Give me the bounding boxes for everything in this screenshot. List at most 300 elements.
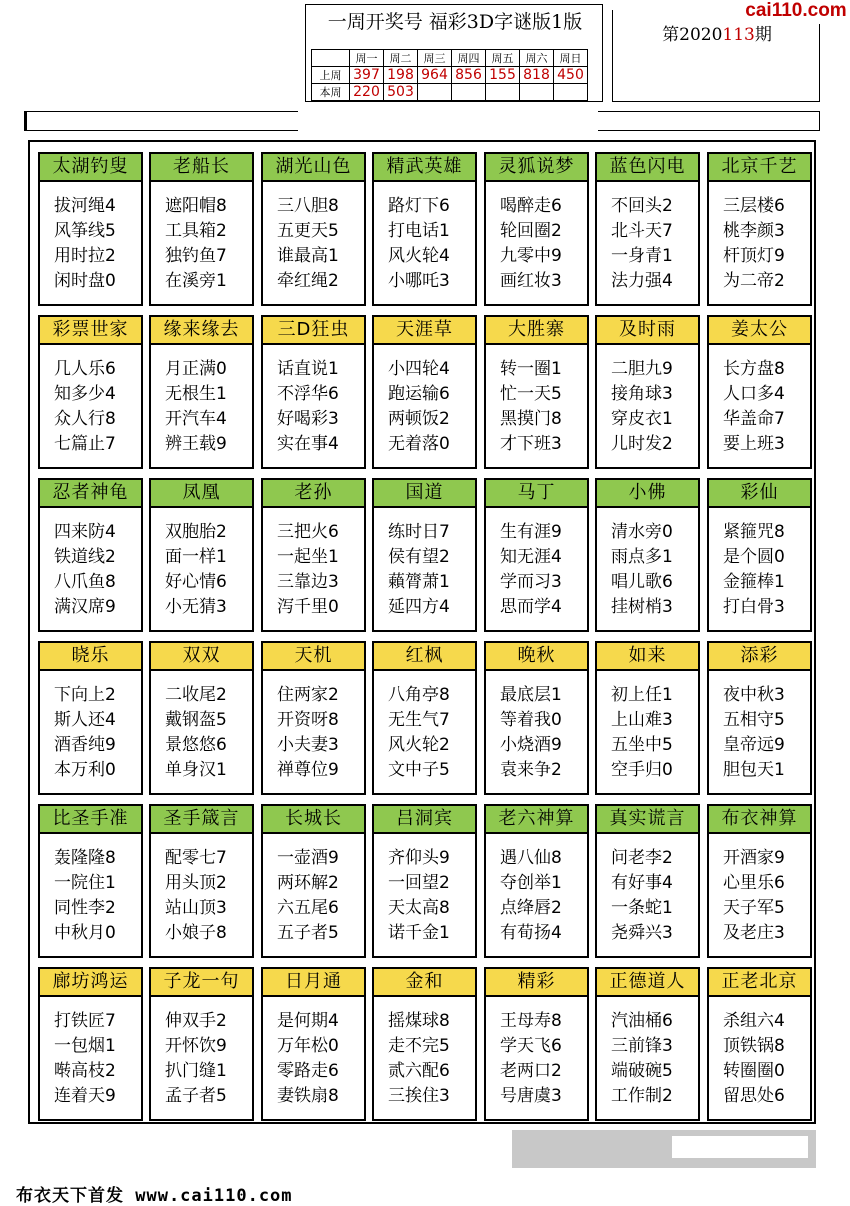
day-label: 周一 <box>350 50 384 67</box>
riddle-line: 小哪吒3 <box>388 271 450 291</box>
author-name: 子龙一句 <box>149 967 254 997</box>
author-name: 老孙 <box>261 478 366 508</box>
riddle-line: 杀组六4 <box>723 1011 785 1031</box>
site-link[interactable]: cai110.com <box>742 0 850 24</box>
riddle-card <box>372 478 477 632</box>
riddle-line: 初上任1 <box>611 685 673 705</box>
riddle-lines <box>388 1009 450 1109</box>
riddle-line: 连着天9 <box>54 1086 116 1106</box>
riddle-lines <box>723 846 785 946</box>
riddle-line: 月正满0 <box>165 359 227 379</box>
riddle-line: 顶铁锅8 <box>723 1036 785 1056</box>
riddle-lines <box>165 683 227 783</box>
riddle-line: 天子军5 <box>723 898 785 918</box>
riddle-line: 是何期4 <box>277 1011 339 1031</box>
riddle-lines <box>388 357 450 457</box>
riddle-line: 用时拉2 <box>54 246 116 266</box>
riddle-line: 接角球3 <box>611 384 673 404</box>
riddle-line: 轮回圈2 <box>500 221 562 241</box>
bottom-banner-blank <box>672 1136 808 1158</box>
issue-number: 113 <box>722 25 755 45</box>
riddle-line: 文中子5 <box>388 760 450 780</box>
riddle-card <box>261 804 366 958</box>
author-name: 湖光山色 <box>261 152 366 182</box>
riddle-line: 泻千里0 <box>277 597 339 617</box>
riddle-lines <box>500 1009 562 1109</box>
riddle-line: 四来防4 <box>54 522 116 542</box>
riddle-line: 法力强4 <box>611 271 673 291</box>
riddle-card <box>372 967 477 1121</box>
weekly-results-table <box>311 49 588 101</box>
riddle-line: 知无涯4 <box>500 547 562 567</box>
riddle-line: 留思处6 <box>723 1086 785 1106</box>
riddle-line: 小无猜3 <box>165 597 227 617</box>
riddle-line: 老两口2 <box>500 1061 562 1081</box>
riddle-line: 话直说1 <box>277 359 339 379</box>
riddle-line: 袁来争2 <box>500 760 562 780</box>
riddle-line: 站山顶3 <box>165 898 227 918</box>
riddle-line: 辨王载9 <box>165 434 227 454</box>
riddle-lines <box>723 1009 785 1109</box>
row-label: 上周 <box>312 67 350 84</box>
riddle-line: 工作制2 <box>611 1086 673 1106</box>
author-name: 长城长 <box>261 804 366 834</box>
author-name: 老船长 <box>149 152 254 182</box>
riddle-line: 配零七7 <box>165 848 227 868</box>
riddle-line: 空手归0 <box>611 760 673 780</box>
riddle-line: 拔河绳4 <box>54 196 116 216</box>
riddle-line: 开酒家9 <box>723 848 785 868</box>
riddle-line: 北斗天7 <box>611 221 673 241</box>
draw-number: 450 <box>554 67 588 84</box>
riddle-line: 工具箱2 <box>165 221 227 241</box>
riddle-line: 不回头2 <box>611 196 673 216</box>
this-week-row <box>312 84 588 101</box>
riddle-line: 一壶酒9 <box>277 848 339 868</box>
riddle-card <box>149 478 254 632</box>
riddle-lines <box>165 194 227 294</box>
riddle-line: 铁道线2 <box>54 547 116 567</box>
author-name: 日月通 <box>261 967 366 997</box>
author-name: 小佛 <box>595 478 700 508</box>
riddle-line: 黑摸门8 <box>500 409 562 429</box>
riddle-line: 零路走6 <box>277 1061 339 1081</box>
riddle-lines <box>277 194 339 294</box>
riddle-line: 杆顶灯9 <box>723 246 785 266</box>
riddle-lines <box>388 194 450 294</box>
riddle-lines <box>54 1009 116 1109</box>
author-name: 天涯草 <box>372 315 477 345</box>
riddle-line: 唱儿歌6 <box>611 572 673 592</box>
riddle-card <box>149 315 254 469</box>
riddle-line: 在溪旁1 <box>165 271 227 291</box>
riddle-card <box>595 152 700 306</box>
author-name: 真实谎言 <box>595 804 700 834</box>
riddle-line: 画红妆3 <box>500 271 562 291</box>
riddle-lines <box>500 520 562 620</box>
riddle-card <box>38 478 143 632</box>
riddle-line: 不浮华6 <box>277 384 339 404</box>
riddle-line: 生有涯9 <box>500 522 562 542</box>
author-name: 太湖钓叟 <box>38 152 143 182</box>
riddle-line: 心里乐6 <box>723 873 785 893</box>
riddle-card <box>595 315 700 469</box>
riddle-line: 二胆九9 <box>611 359 673 379</box>
author-name: 比圣手准 <box>38 804 143 834</box>
riddle-line: 打铁匠7 <box>54 1011 116 1031</box>
riddle-lines <box>388 846 450 946</box>
author-name: 及时雨 <box>595 315 700 345</box>
riddle-line: 一回望2 <box>388 873 450 893</box>
riddle-card <box>595 967 700 1121</box>
riddle-card <box>38 315 143 469</box>
riddle-line: 独钓鱼7 <box>165 246 227 266</box>
riddle-line: 戴钢盔5 <box>165 710 227 730</box>
author-name: 天机 <box>261 641 366 671</box>
riddle-line: 胆包天1 <box>723 760 785 780</box>
riddle-line: 无着落0 <box>388 434 450 454</box>
riddle-line: 三靠边3 <box>277 572 339 592</box>
draw-number: 397 <box>350 67 384 84</box>
author-name: 红枫 <box>372 641 477 671</box>
riddle-line: 七篇止7 <box>54 434 116 454</box>
riddle-line: 有好事4 <box>611 873 673 893</box>
draw-number: 856 <box>452 67 486 84</box>
riddle-line: 一身青1 <box>611 246 673 266</box>
riddle-lines <box>500 846 562 946</box>
riddle-line: 风火轮2 <box>388 735 450 755</box>
riddle-card <box>261 152 366 306</box>
riddle-card <box>484 804 589 958</box>
riddle-line: 人口多4 <box>723 384 785 404</box>
riddle-line: 双胞胎2 <box>165 522 227 542</box>
riddle-lines <box>723 194 785 294</box>
riddle-line: 桃李颜3 <box>723 221 785 241</box>
riddle-card <box>372 152 477 306</box>
riddle-line: 下向上2 <box>54 685 116 705</box>
day-label: 周三 <box>418 50 452 67</box>
riddle-line: 学而习3 <box>500 572 562 592</box>
riddle-line: 三前锋3 <box>611 1036 673 1056</box>
riddle-line: 两环解2 <box>277 873 339 893</box>
riddle-line: 开资呀8 <box>277 710 339 730</box>
riddle-card <box>261 478 366 632</box>
riddle-card <box>38 152 143 306</box>
riddle-line: 上山难3 <box>611 710 673 730</box>
riddle-line: 转圈圈0 <box>723 1061 785 1081</box>
riddle-line: 齐仰头9 <box>388 848 450 868</box>
author-name: 凤凰 <box>149 478 254 508</box>
draw-number <box>554 84 588 101</box>
riddle-line: 汽油桶6 <box>611 1011 673 1031</box>
panel-title: 一周开奖号 福彩3D字谜版1版 <box>327 11 583 33</box>
riddle-line: 有荀扬4 <box>500 923 562 943</box>
day-label: 周日 <box>554 50 588 67</box>
riddle-lines <box>611 357 673 457</box>
riddle-line: 风火轮4 <box>388 246 450 266</box>
riddle-line: 打电话1 <box>388 221 450 241</box>
riddle-line: 儿时发2 <box>611 434 673 454</box>
riddle-line: 九零中9 <box>500 246 562 266</box>
author-name: 正老北京 <box>707 967 812 997</box>
draw-number: 503 <box>384 84 418 101</box>
riddle-lines <box>277 1009 339 1109</box>
day-label: 周二 <box>384 50 418 67</box>
riddle-line: 轰隆隆8 <box>54 848 116 868</box>
riddle-line: 小娘子8 <box>165 923 227 943</box>
riddle-line: 最底层1 <box>500 685 562 705</box>
riddle-line: 三挨住3 <box>388 1086 450 1106</box>
draw-number: 964 <box>418 67 452 84</box>
riddle-line: 打白骨3 <box>723 597 785 617</box>
riddle-line: 五相守5 <box>723 710 785 730</box>
author-name: 晓乐 <box>38 641 143 671</box>
riddle-line: 穿皮衣1 <box>611 409 673 429</box>
author-name: 蓝色闪电 <box>595 152 700 182</box>
riddle-card <box>595 804 700 958</box>
draw-number: 198 <box>384 67 418 84</box>
riddle-line: 三八胆8 <box>277 196 339 216</box>
riddle-line: 扒门缝1 <box>165 1061 227 1081</box>
riddle-line: 牵红绳2 <box>277 271 339 291</box>
riddle-line: 啭高枝2 <box>54 1061 116 1081</box>
riddle-line: 五更天5 <box>277 221 339 241</box>
riddle-line: 三层楼6 <box>723 196 785 216</box>
riddle-line: 八角亭8 <box>388 685 450 705</box>
riddle-line: 遇八仙8 <box>500 848 562 868</box>
author-name: 正德道人 <box>595 967 700 997</box>
riddle-lines <box>388 683 450 783</box>
row-label: 本周 <box>312 84 350 101</box>
day-label: 周四 <box>452 50 486 67</box>
riddle-line: 夜中秋3 <box>723 685 785 705</box>
riddle-lines <box>165 520 227 620</box>
riddle-line: 学天飞6 <box>500 1036 562 1056</box>
riddle-card <box>372 804 477 958</box>
riddle-line: 尧舜兴3 <box>611 923 673 943</box>
riddle-card <box>484 967 589 1121</box>
draw-number: 220 <box>350 84 384 101</box>
day-label: 周五 <box>486 50 520 67</box>
riddle-lines <box>611 520 673 620</box>
author-name: 双双 <box>149 641 254 671</box>
riddle-card <box>149 152 254 306</box>
draw-number <box>486 84 520 101</box>
issue-prefix: 第2020 <box>662 25 723 45</box>
author-name: 晚秋 <box>484 641 589 671</box>
riddle-line: 开怀饮9 <box>165 1036 227 1056</box>
riddle-lines <box>54 520 116 620</box>
riddle-line: 雨点多1 <box>611 547 673 567</box>
riddle-lines <box>165 357 227 457</box>
author-name: 添彩 <box>707 641 812 671</box>
riddle-card <box>261 641 366 795</box>
riddle-lines <box>54 683 116 783</box>
riddle-card <box>707 478 812 632</box>
riddle-line: 端破碗5 <box>611 1061 673 1081</box>
riddle-line: 等着我0 <box>500 710 562 730</box>
riddle-card <box>707 804 812 958</box>
riddle-line: 侯有望2 <box>388 547 450 567</box>
riddle-line: 号唐虞3 <box>500 1086 562 1106</box>
author-name: 彩仙 <box>707 478 812 508</box>
riddle-line: 摇煤球8 <box>388 1011 450 1031</box>
riddle-line: 面一样1 <box>165 547 227 567</box>
riddle-card <box>707 967 812 1121</box>
riddle-line: 长方盘8 <box>723 359 785 379</box>
riddle-lines <box>611 1009 673 1109</box>
riddle-line: 妻铁扇8 <box>277 1086 339 1106</box>
riddle-card <box>372 641 477 795</box>
riddle-line: 知多少4 <box>54 384 116 404</box>
author-name: 忍者神龟 <box>38 478 143 508</box>
riddle-line: 金箍棒1 <box>723 572 785 592</box>
riddle-card <box>484 315 589 469</box>
riddle-line: 无根生1 <box>165 384 227 404</box>
author-name: 灵狐说梦 <box>484 152 589 182</box>
riddle-lines <box>54 194 116 294</box>
riddle-line: 本万利0 <box>54 760 116 780</box>
issue-suffix: 期 <box>754 25 772 45</box>
riddle-lines <box>723 520 785 620</box>
riddle-line: 景悠悠6 <box>165 735 227 755</box>
riddle-card <box>595 478 700 632</box>
riddle-grid <box>28 140 816 1124</box>
riddle-line: 孟子者5 <box>165 1086 227 1106</box>
author-name: 吕洞宾 <box>372 804 477 834</box>
day-label: 周六 <box>520 50 554 67</box>
riddle-line: 好心情6 <box>165 572 227 592</box>
riddle-line: 用头顶2 <box>165 873 227 893</box>
author-name: 大胜寨 <box>484 315 589 345</box>
riddle-lines <box>388 520 450 620</box>
author-name: 姜太公 <box>707 315 812 345</box>
riddle-line: 诺千金1 <box>388 923 450 943</box>
riddle-card <box>261 967 366 1121</box>
riddle-line: 点绛唇2 <box>500 898 562 918</box>
riddle-card <box>149 804 254 958</box>
riddle-line: 斯人还4 <box>54 710 116 730</box>
author-name: 如来 <box>595 641 700 671</box>
riddle-line: 伸双手2 <box>165 1011 227 1031</box>
riddle-line: 中秋月0 <box>54 923 116 943</box>
draw-number <box>418 84 452 101</box>
riddle-line: 为二帝2 <box>723 271 785 291</box>
riddle-line: 清水旁0 <box>611 522 673 542</box>
riddle-line: 一起坐1 <box>277 547 339 567</box>
riddle-line: 小四轮4 <box>388 359 450 379</box>
riddle-card <box>595 641 700 795</box>
riddle-line: 一条蛇1 <box>611 898 673 918</box>
riddle-line: 走不完5 <box>388 1036 450 1056</box>
riddle-line: 开汽车4 <box>165 409 227 429</box>
riddle-line: 及老庄3 <box>723 923 785 943</box>
riddle-line: 华盖命7 <box>723 409 785 429</box>
riddle-card <box>707 315 812 469</box>
riddle-lines <box>277 357 339 457</box>
riddle-line: 谁最高1 <box>277 246 339 266</box>
footer-caption: 布衣天下首发 www.cai110.com <box>16 1186 293 1206</box>
riddle-card <box>484 641 589 795</box>
riddle-line: 六五尾6 <box>277 898 339 918</box>
riddle-line: 五子者5 <box>277 923 339 943</box>
riddle-line: 转一圈1 <box>500 359 562 379</box>
riddle-lines <box>611 846 673 946</box>
riddle-lines <box>54 357 116 457</box>
riddle-line: 跑运输6 <box>388 384 450 404</box>
riddle-line: 夺创举1 <box>500 873 562 893</box>
riddle-lines <box>611 683 673 783</box>
riddle-line: 单身汉1 <box>165 760 227 780</box>
riddle-line: 无生气7 <box>388 710 450 730</box>
riddle-line: 满汉席9 <box>54 597 116 617</box>
author-name: 圣手箴言 <box>149 804 254 834</box>
author-name: 老六神算 <box>484 804 589 834</box>
riddle-lines <box>500 194 562 294</box>
riddle-line: 住两家2 <box>277 685 339 705</box>
riddle-line: 喝醉走6 <box>500 196 562 216</box>
author-name: 三D狂虫 <box>261 315 366 345</box>
draw-number <box>520 84 554 101</box>
riddle-line: 两顿饭2 <box>388 409 450 429</box>
riddle-line: 延四方4 <box>388 597 450 617</box>
riddle-lines <box>277 520 339 620</box>
riddle-line: 紧箍咒8 <box>723 522 785 542</box>
riddle-line: 忙一天5 <box>500 384 562 404</box>
riddle-line: 一包烟1 <box>54 1036 116 1056</box>
riddle-line: 路灯下6 <box>388 196 450 216</box>
riddle-line: 藾膂萧1 <box>388 572 450 592</box>
draw-number <box>452 84 486 101</box>
author-name: 马丁 <box>484 478 589 508</box>
riddle-line: 思而学4 <box>500 597 562 617</box>
riddle-card <box>261 315 366 469</box>
corner-cell <box>312 50 350 67</box>
riddle-lines <box>500 683 562 783</box>
riddle-line: 遮阳帽8 <box>165 196 227 216</box>
author-name: 北京千艺 <box>707 152 812 182</box>
riddle-line: 挂树梢3 <box>611 597 673 617</box>
riddle-card <box>38 967 143 1121</box>
riddle-card <box>484 152 589 306</box>
riddle-card <box>38 804 143 958</box>
riddle-card <box>707 152 812 306</box>
riddle-line: 皇帝远9 <box>723 735 785 755</box>
author-name: 缘来缘去 <box>149 315 254 345</box>
riddle-line: 风筝线5 <box>54 221 116 241</box>
weekly-results-panel <box>305 4 603 102</box>
riddle-card <box>149 641 254 795</box>
riddle-line: 几人乐6 <box>54 359 116 379</box>
riddle-line: 一院住1 <box>54 873 116 893</box>
riddle-card <box>149 967 254 1121</box>
riddle-line: 要上班3 <box>723 434 785 454</box>
author-name: 精彩 <box>484 967 589 997</box>
riddle-card <box>484 478 589 632</box>
last-week-row <box>312 67 588 84</box>
riddle-lines <box>165 846 227 946</box>
riddle-line: 众人行8 <box>54 409 116 429</box>
riddle-line: 才下班3 <box>500 434 562 454</box>
riddle-line: 问老李2 <box>611 848 673 868</box>
riddle-line: 小烧酒9 <box>500 735 562 755</box>
riddle-line: 好喝彩3 <box>277 409 339 429</box>
riddle-line: 酒香纯9 <box>54 735 116 755</box>
riddle-card <box>38 641 143 795</box>
riddle-card <box>372 315 477 469</box>
header-gap <box>298 104 598 144</box>
riddle-lines <box>277 683 339 783</box>
